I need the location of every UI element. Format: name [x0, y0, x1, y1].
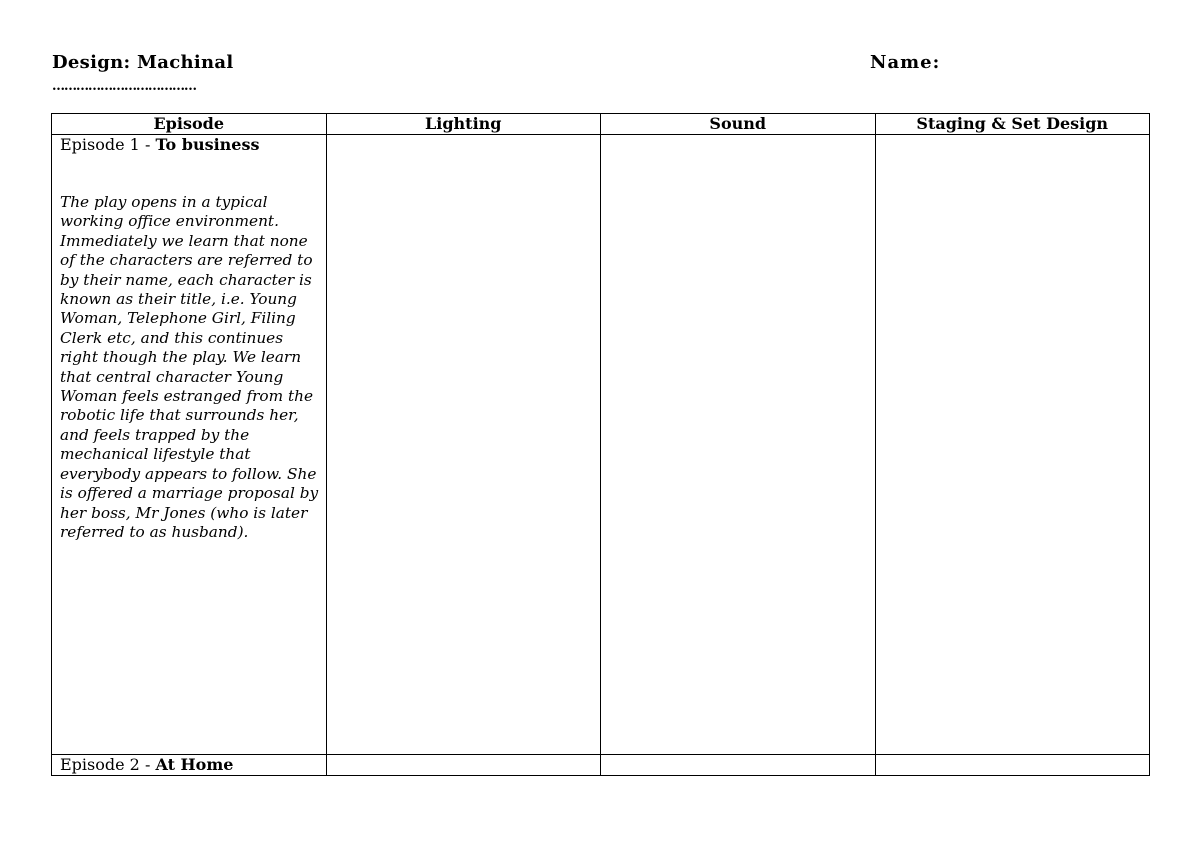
episode-cell — [52, 135, 327, 755]
lighting-cell[interactable] — [326, 755, 601, 776]
column-header-lighting: Lighting — [326, 114, 601, 135]
table-row — [52, 135, 1150, 755]
lighting-cell[interactable] — [326, 135, 601, 755]
name-label: Name: — [870, 52, 941, 73]
episode-name: At Home — [155, 755, 234, 774]
table-header-row — [52, 114, 1150, 135]
staging-cell[interactable] — [875, 135, 1150, 755]
staging-cell[interactable] — [875, 755, 1150, 776]
episode-name: To business — [155, 135, 260, 154]
episode-cell — [52, 755, 327, 776]
name-fill-line: ……………………………… — [52, 79, 196, 94]
sound-cell[interactable] — [601, 135, 876, 755]
sound-cell[interactable] — [601, 755, 876, 776]
episode-prefix: Episode 1 - — [60, 135, 156, 154]
episode-title — [60, 755, 318, 775]
column-header-episode: Episode — [52, 114, 327, 135]
column-header-sound: Sound — [601, 114, 876, 135]
episode-prefix: Episode 2 - — [60, 755, 156, 774]
design-table — [51, 113, 1150, 776]
table-row — [52, 755, 1150, 776]
episode-description: The play opens in a typical working office environment. Immediately we learn that none of the characters are referred to by their name, each character is known as their title, i.e. Young Woman, Telephone Girl, Filing Clerk etc, and this continues right though the play. We learn that central character Young Woman feels estranged from the robotic life that surrounds her, and feels trapped by the mechanical lifestyle that everybody appears to follow. She is offered a marriage proposal by her boss, Mr Jones (who is later referred to as husband). — [60, 193, 319, 541]
column-header-staging: Staging & Set Design — [875, 114, 1150, 135]
document-title: Design: Machinal — [52, 52, 234, 73]
episode-title — [60, 135, 318, 155]
